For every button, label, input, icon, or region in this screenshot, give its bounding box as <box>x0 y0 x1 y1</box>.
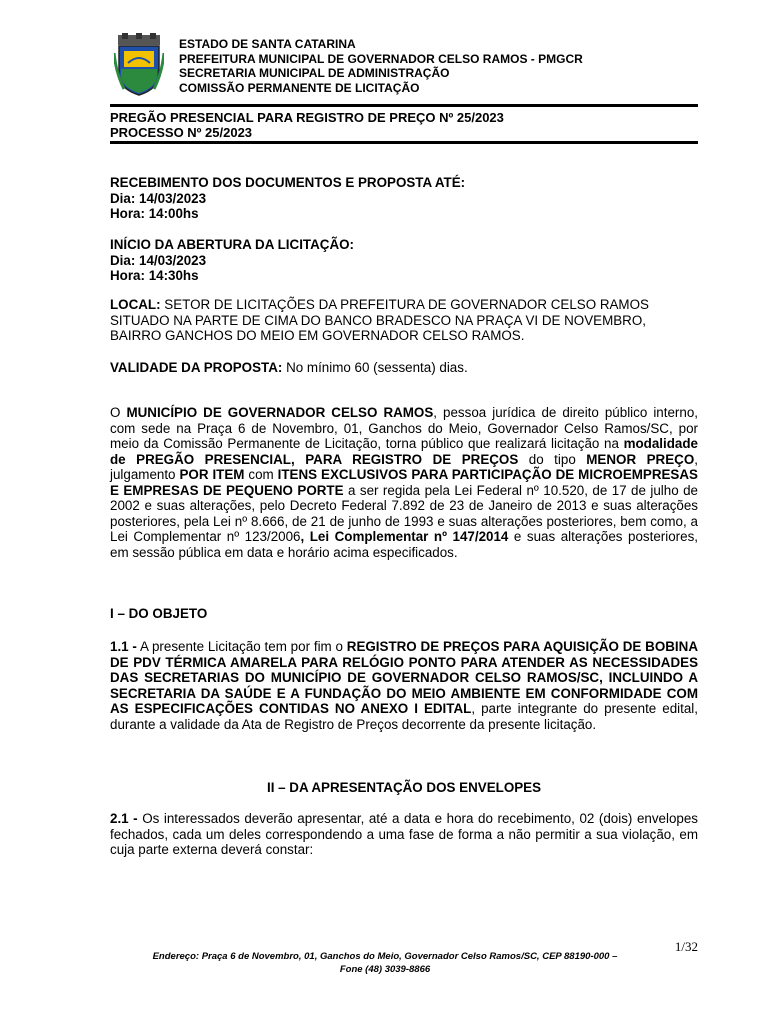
recebimento-block <box>110 175 698 222</box>
objeto-description: REGISTRO DE PREÇOS PARA AQUISIÇÃO DE BOBINA DE PDV TÉRMICA AMARELA PARA RELÓGIO PONTO PARA ATENDER AS NECESSIDADES DAS SECRETARIAS DO MUNICÍPIO DE GOVERNADOR CELSO RAMOS/SC, INCLUINDO A SECRETARIA DA SAÚDE E A FUNDAÇÃO DO MEIO AMBIENTE EM CONFORMIDADE COM AS ESPECIFICAÇÕES CONTIDAS NO ANEXO I EDITAL <box>110 639 698 716</box>
header-divider-bottom <box>110 141 698 144</box>
recebimento-hora: Hora: 14:00hs <box>110 206 199 221</box>
processo-title: PROCESSO Nº 25/2023 <box>110 125 253 140</box>
recebimento-dia: Dia: 14/03/2023 <box>110 190 207 206</box>
intro-modalidade: modalidade de PREGÃO PRESENCIAL, PARA REGISTRO DE PREÇOS <box>110 436 698 467</box>
section-1-heading: I – DO OBJETO <box>110 606 208 621</box>
footer-phone: Fone (48) 3039-8866 <box>339 964 431 975</box>
header-line-comissao: COMISSÃO PERMANENTE DE LICITAÇÃO <box>179 80 420 95</box>
intro-lei-complementar: , Lei Complementar nº 147/2014 <box>300 529 509 544</box>
validade-label: VALIDADE DA PROPOSTA: <box>110 360 283 375</box>
section-2-heading: II – DA APRESENTAÇÃO DOS ENVELOPES <box>266 780 542 795</box>
section-2-1-paragraph <box>110 811 698 858</box>
intro-municipio: MUNICÍPIO DE GOVERNADOR CELSO RAMOS <box>126 405 434 420</box>
recebimento-heading: RECEBIMENTO DOS DOCUMENTOS E PROPOSTA ATÉ: <box>110 175 466 190</box>
intro-paragraph <box>110 405 698 560</box>
header-text <box>179 37 583 95</box>
footer-address: Endereço: Praça 6 de Novembro, 01, Ganchos do Meio, Governador Celso Ramos/SC, CEP 88190-000 – <box>152 951 618 962</box>
validade-text: No mínimo 60 (sessenta) dias. <box>282 360 468 375</box>
local-paragraph <box>110 297 698 344</box>
inicio-heading: INÍCIO DA ABERTURA DA LICITAÇÃO: <box>110 237 354 252</box>
clause-number: 2.1 - <box>110 811 138 826</box>
municipal-coat-of-arms-icon <box>114 33 164 97</box>
validade-paragraph <box>110 360 698 376</box>
inicio-dia: Dia: 14/03/2023 <box>110 252 207 268</box>
page-number: 1/32 <box>674 939 698 954</box>
objeto-text-2: , parte integrante do presente edital, durante a validade da Ata de Registro de Preços decorrente da presente licitação. <box>110 701 699 732</box>
document-title <box>110 110 504 140</box>
objeto-text-1: A presente Licitação tem por fim o <box>136 639 347 654</box>
intro-text-2: , pessoa jurídica de direito público interno, com sede na Praça 6 de Novembro, 01, Ganchos do Meio, Governador Celso Ramos/SC, por meio da Comissão Permanente de Licitação, torna público que realizará licitação na <box>110 405 698 451</box>
envelopes-text: Os interessados deverão apresentar, até a data e hora do recebimento, 02 (dois) envelopes fechados, cada um deles correspondendo a uma fase de forma a não permitir a sua violação, em cuja parte externa deverá constar: <box>110 811 698 857</box>
inicio-hora: Hora: 14:30hs <box>110 268 199 283</box>
intro-text-4: , julgamento <box>110 451 698 482</box>
intro-text-6: a ser regida pela Lei Federal nº 10.520, de 17 de julho de 2002 e suas alterações, pelo Decreto Federal 7.892 de 23 de Janeiro de 2013 e suas alterações posteriores, pela Lei nº 8.666, de 21 de junho de 1993 e suas alterações posteriores, bem como, a Lei Complementar nº 123/2006 <box>110 482 698 544</box>
intro-tipo: MENOR PREÇO <box>586 451 695 467</box>
header-line-state: ESTADO DE SANTA CATARINA <box>179 37 356 51</box>
intro-julgamento: POR ITEM <box>179 467 245 482</box>
intro-text-5: com <box>244 467 278 482</box>
local-text: SETOR DE LICITAÇÕES DA PREFEITURA DE GOVERNADOR CELSO RAMOS SITUADO NA PARTE DE CIMA DO BANCO BRADESCO NA PRAÇA VI DE NOVEMBRO, BAIRRO GANCHOS DO MEIO EM GOVERNADOR CELSO RAMOS. <box>110 297 649 343</box>
inicio-block <box>110 237 698 284</box>
intro-text-3: do tipo <box>518 451 587 467</box>
header-divider-top <box>110 104 698 107</box>
header-line-secretaria: SECRETARIA MUNICIPAL DE ADMINISTRAÇÃO <box>179 66 450 80</box>
clause-number: 1.1 - <box>110 639 137 654</box>
header-line-prefeitura: PREFEITURA MUNICIPAL DE GOVERNADOR CELSO RAMOS - PMGCR <box>179 51 583 66</box>
intro-text-7: e suas alterações posteriores, em sessão pública em data e horário acima especificados. <box>110 529 698 560</box>
intro-text-1: O <box>110 405 127 420</box>
local-label: LOCAL: <box>110 297 161 312</box>
intro-itens-exclusivos: ITENS EXCLUSIVOS PARA PARTICIPAÇÃO DE MICROEMPRESAS E EMPRESAS DE PEQUENO PORTE <box>110 467 698 498</box>
section-1-1-paragraph <box>110 639 698 732</box>
document-footer <box>90 950 680 976</box>
document-header <box>114 33 694 103</box>
pregao-title: PREGÃO PRESENCIAL PARA REGISTRO DE PREÇO Nº 25/2023 <box>110 110 504 125</box>
